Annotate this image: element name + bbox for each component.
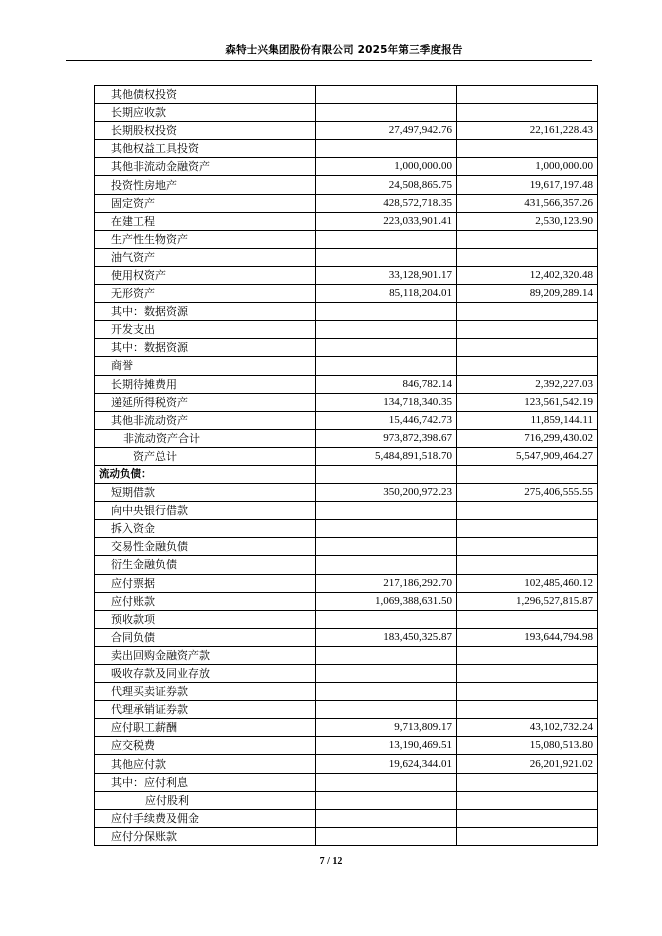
prior-period-value: 2,392,227.03 xyxy=(457,375,598,393)
row-label: 吸收存款及同业存放 xyxy=(95,665,316,683)
row-label: 其他债权投资 xyxy=(95,86,316,104)
table-row xyxy=(95,393,598,411)
current-period-value: 1,000,000.00 xyxy=(316,158,457,176)
row-label: 在建工程 xyxy=(95,212,316,230)
current-period-value: 217,186,292.70 xyxy=(316,574,457,592)
current-period-value: 350,200,972.23 xyxy=(316,484,457,502)
current-period-value xyxy=(316,538,457,556)
row-label: 应付手续费及佣金 xyxy=(95,809,316,827)
table-row xyxy=(95,86,598,104)
current-period-value xyxy=(316,339,457,357)
prior-period-value: 431,566,357.26 xyxy=(457,194,598,212)
prior-period-value xyxy=(457,230,598,248)
report-header-title: 森特士兴集团股份有限公司 2025年第三季度报告 xyxy=(225,44,463,56)
table-row xyxy=(95,104,598,122)
table-row xyxy=(95,266,598,284)
row-label: 应付股利 xyxy=(95,791,316,809)
current-period-value: 19,624,344.01 xyxy=(316,755,457,773)
table-row xyxy=(95,665,598,683)
current-period-value xyxy=(316,827,457,845)
row-label: 衍生金融负债 xyxy=(95,556,316,574)
table-row xyxy=(95,465,598,483)
table-row xyxy=(95,628,598,646)
table-row xyxy=(95,683,598,701)
current-period-value: 13,190,469.51 xyxy=(316,737,457,755)
row-label: 应付票据 xyxy=(95,574,316,592)
current-period-value xyxy=(316,104,457,122)
table-row xyxy=(95,321,598,339)
current-period-value xyxy=(316,773,457,791)
current-period-value xyxy=(316,303,457,321)
current-period-value: 223,033,901.41 xyxy=(316,212,457,230)
prior-period-value xyxy=(457,502,598,520)
current-period-value xyxy=(316,321,457,339)
row-label: 商誉 xyxy=(95,357,316,375)
current-period-value: 183,450,325.87 xyxy=(316,628,457,646)
table-row xyxy=(95,592,598,610)
page-number: 7 / 12 xyxy=(319,856,343,867)
table-row xyxy=(95,357,598,375)
prior-period-value: 716,299,430.02 xyxy=(457,429,598,447)
row-label: 资产总计 xyxy=(95,447,316,465)
current-period-value: 9,713,809.17 xyxy=(316,719,457,737)
prior-period-value xyxy=(457,357,598,375)
prior-period-value xyxy=(457,538,598,556)
current-period-value xyxy=(316,701,457,719)
row-label: 递延所得税资产 xyxy=(95,393,316,411)
row-label: 生产性生物资产 xyxy=(95,230,316,248)
table-row xyxy=(95,538,598,556)
prior-period-value: 15,080,513.80 xyxy=(457,737,598,755)
row-label: 应付分保账款 xyxy=(95,827,316,845)
row-label: 代理买卖证券款 xyxy=(95,683,316,701)
table-row xyxy=(95,339,598,357)
table-row xyxy=(95,556,598,574)
row-label: 代理承销证券款 xyxy=(95,701,316,719)
current-period-value: 846,782.14 xyxy=(316,375,457,393)
row-label: 无形资产 xyxy=(95,285,316,303)
table-row xyxy=(95,429,598,447)
prior-period-value xyxy=(457,683,598,701)
prior-period-value xyxy=(457,646,598,664)
row-label: 使用权资产 xyxy=(95,266,316,284)
table-row xyxy=(95,809,598,827)
table-row xyxy=(95,610,598,628)
current-period-value: 85,118,204.01 xyxy=(316,285,457,303)
table-row xyxy=(95,248,598,266)
row-label: 其中：数据资源 xyxy=(95,339,316,357)
current-period-value xyxy=(316,683,457,701)
prior-period-value xyxy=(457,86,598,104)
current-period-value: 27,497,942.76 xyxy=(316,122,457,140)
table-row xyxy=(95,212,598,230)
prior-period-value: 193,644,794.98 xyxy=(457,628,598,646)
row-label: 长期应收款 xyxy=(95,104,316,122)
prior-period-value: 1,000,000.00 xyxy=(457,158,598,176)
current-period-value xyxy=(316,502,457,520)
current-period-value xyxy=(316,791,457,809)
current-period-value xyxy=(316,646,457,664)
table-row xyxy=(95,484,598,502)
prior-period-value xyxy=(457,465,598,483)
table-row xyxy=(95,502,598,520)
table-row xyxy=(95,194,598,212)
row-label: 其中：应付利息 xyxy=(95,773,316,791)
current-period-value xyxy=(316,665,457,683)
table-row xyxy=(95,447,598,465)
prior-period-value: 2,530,123.90 xyxy=(457,212,598,230)
table-row xyxy=(95,574,598,592)
table-row xyxy=(95,737,598,755)
table-row xyxy=(95,158,598,176)
current-period-value: 5,484,891,518.70 xyxy=(316,447,457,465)
row-label: 应付职工薪酬 xyxy=(95,719,316,737)
current-period-value xyxy=(316,357,457,375)
prior-period-value: 123,561,542.19 xyxy=(457,393,598,411)
prior-period-value xyxy=(457,303,598,321)
row-label: 油气资产 xyxy=(95,248,316,266)
prior-period-value xyxy=(457,339,598,357)
current-period-value xyxy=(316,520,457,538)
table-row xyxy=(95,646,598,664)
row-label: 长期待摊费用 xyxy=(95,375,316,393)
row-label: 其他非流动资产 xyxy=(95,411,316,429)
current-period-value: 33,128,901.17 xyxy=(316,266,457,284)
current-period-value xyxy=(316,140,457,158)
prior-period-value xyxy=(457,104,598,122)
prior-period-value: 102,485,460.12 xyxy=(457,574,598,592)
prior-period-value: 12,402,320.48 xyxy=(457,266,598,284)
table-row xyxy=(95,701,598,719)
row-label: 其他权益工具投资 xyxy=(95,140,316,158)
prior-period-value xyxy=(457,248,598,266)
row-label: 应付账款 xyxy=(95,592,316,610)
row-label: 交易性金融负债 xyxy=(95,538,316,556)
prior-period-value: 43,102,732.24 xyxy=(457,719,598,737)
row-label: 应交税费 xyxy=(95,737,316,755)
table-row xyxy=(95,411,598,429)
row-label: 拆入资金 xyxy=(95,520,316,538)
prior-period-value: 89,209,289.14 xyxy=(457,285,598,303)
prior-period-value xyxy=(457,140,598,158)
prior-period-value: 11,859,144.11 xyxy=(457,411,598,429)
table-row xyxy=(95,176,598,194)
row-label: 其他非流动金融资产 xyxy=(95,158,316,176)
row-label: 固定资产 xyxy=(95,194,316,212)
row-label: 短期借款 xyxy=(95,484,316,502)
balance-sheet-table xyxy=(94,85,598,846)
current-period-value: 24,508,865.75 xyxy=(316,176,457,194)
prior-period-value xyxy=(457,791,598,809)
table-row xyxy=(95,755,598,773)
prior-period-value xyxy=(457,610,598,628)
current-period-value: 134,718,340.35 xyxy=(316,393,457,411)
table-row xyxy=(95,520,598,538)
prior-period-value xyxy=(457,520,598,538)
current-period-value xyxy=(316,610,457,628)
row-label: 其他应付款 xyxy=(95,755,316,773)
prior-period-value xyxy=(457,556,598,574)
prior-period-value: 22,161,228.43 xyxy=(457,122,598,140)
prior-period-value xyxy=(457,773,598,791)
table-row xyxy=(95,285,598,303)
current-period-value xyxy=(316,556,457,574)
current-period-value xyxy=(316,230,457,248)
row-label: 长期股权投资 xyxy=(95,122,316,140)
prior-period-value xyxy=(457,701,598,719)
current-period-value: 15,446,742.73 xyxy=(316,411,457,429)
current-period-value xyxy=(316,86,457,104)
header-divider xyxy=(66,60,592,61)
prior-period-value: 1,296,527,815.87 xyxy=(457,592,598,610)
prior-period-value: 19,617,197.48 xyxy=(457,176,598,194)
row-label: 其中：数据资源 xyxy=(95,303,316,321)
table-row xyxy=(95,230,598,248)
prior-period-value: 275,406,555.55 xyxy=(457,484,598,502)
table-row xyxy=(95,303,598,321)
row-label: 流动负债： xyxy=(95,465,316,483)
row-label: 向中央银行借款 xyxy=(95,502,316,520)
prior-period-value xyxy=(457,665,598,683)
row-label: 非流动资产合计 xyxy=(95,429,316,447)
table-row xyxy=(95,375,598,393)
prior-period-value xyxy=(457,809,598,827)
row-label: 预收款项 xyxy=(95,610,316,628)
table-row xyxy=(95,140,598,158)
table-row xyxy=(95,827,598,845)
current-period-value: 973,872,398.67 xyxy=(316,429,457,447)
current-period-value xyxy=(316,248,457,266)
current-period-value xyxy=(316,809,457,827)
row-label: 合同负债 xyxy=(95,628,316,646)
prior-period-value: 26,201,921.02 xyxy=(457,755,598,773)
row-label: 卖出回购金融资产款 xyxy=(95,646,316,664)
table-row xyxy=(95,122,598,140)
current-period-value: 428,572,718.35 xyxy=(316,194,457,212)
table-row xyxy=(95,773,598,791)
prior-period-value: 5,547,909,464.27 xyxy=(457,447,598,465)
prior-period-value xyxy=(457,827,598,845)
row-label: 开发支出 xyxy=(95,321,316,339)
table-row xyxy=(95,791,598,809)
current-period-value: 1,069,388,631.50 xyxy=(316,592,457,610)
table-row xyxy=(95,719,598,737)
current-period-value xyxy=(316,465,457,483)
balance-sheet-body xyxy=(95,86,598,846)
row-label: 投资性房地产 xyxy=(95,176,316,194)
prior-period-value xyxy=(457,321,598,339)
